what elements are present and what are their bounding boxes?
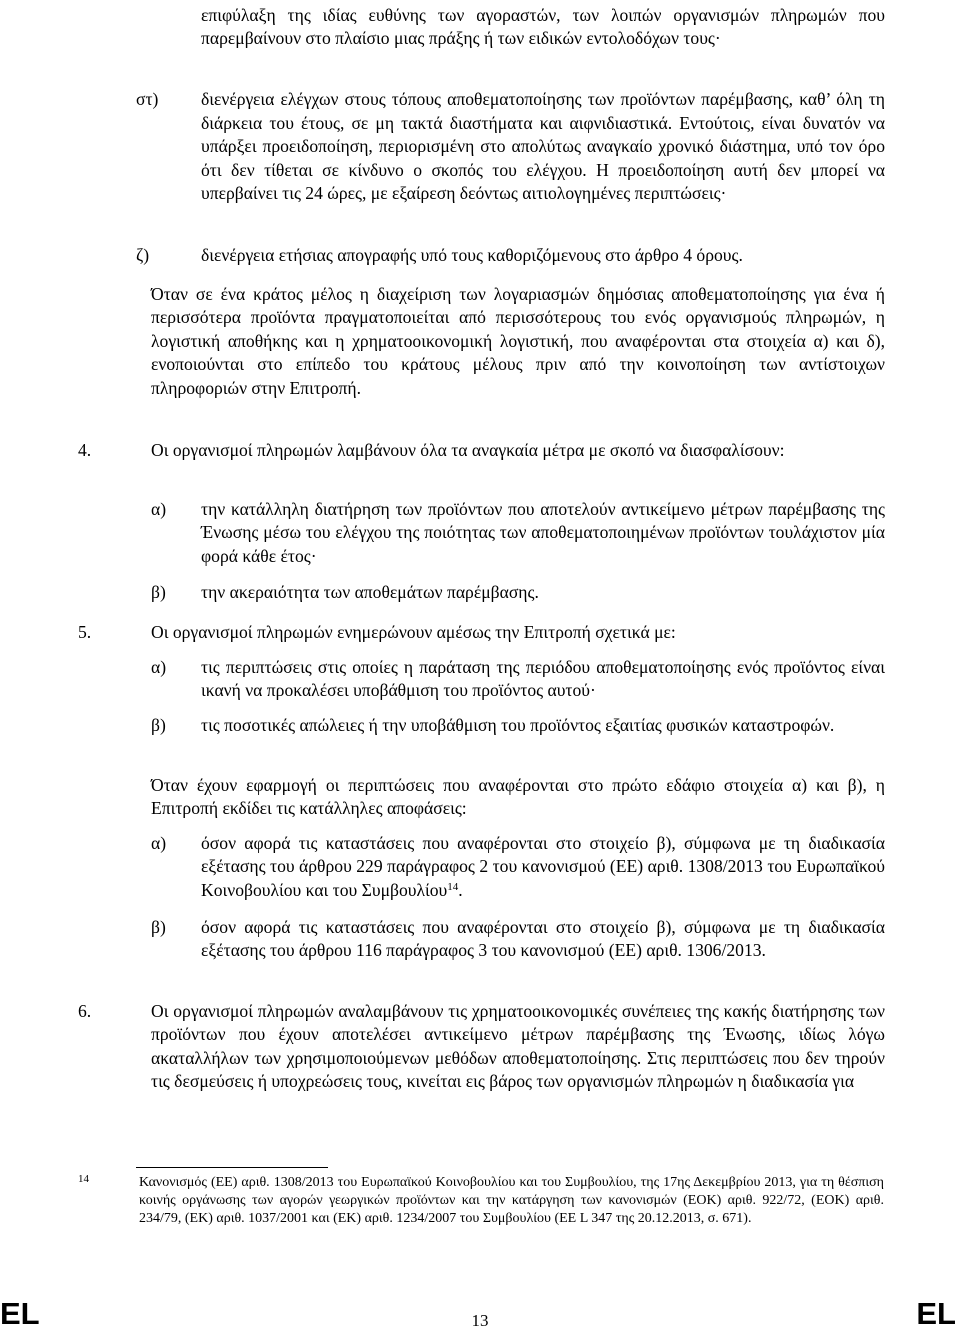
page-number: 13 (471, 1311, 489, 1330)
item-decision-a-body: όσον αφορά τις καταστάσεις που αναφέρονται στο στοιχείο β), σύμφωνα με τη διαδικασία εξέτασης του άρθρου 229 παράγραφος 2 του κανονισμού (ΕΕ) αριθ. 1308/2013 του Ευρωπαϊκού Κοινοβουλίου και του Συμβουλίου (201, 833, 885, 900)
language-code-left: EL (0, 1296, 40, 1331)
footnote-text: Κανονισμός (ΕΕ) αριθ. 1308/2013 του Ευρωπαϊκού Κοινοβουλίου και του Συμβουλίου, της 17ης Δεκεμβρίου 2013, για τη θέσπιση κοινής οργάνωσης των αγορών γεωργικών προϊόντων και την κατάργηση των κανονισμών (ΕΟΚ) αριθ. 922/72, (ΕΟΚ) αριθ. 234/79, (ΕΚ) αριθ. 1037/2001 και (ΕΚ) αριθ. 1234/2007 του Συμβουλίου (ΕΕ L 347 της 20.12.2013, σ. 671). (139, 1175, 884, 1227)
item-5a-text: τις περιπτώσεις στις οποίες η παράταση της περιόδου αποθεματοποίησης ενός προϊόντος είναι ικανή να προκαλέσει υποβάθμιση του προϊόντος αυτού· (201, 657, 885, 701)
item-decision-a-text (201, 832, 885, 902)
section-number-5: 5. (78, 622, 92, 642)
item-4a-text: την κατάλληλη διατήρηση των προϊόντων που αποτελούν αντικείμενο μέτρων παρέμβασης της Ένωσης μέσω του ελέγχου της ποιότητας των αποθεματοποιημένων προϊόντων τουλάχιστον μία φορά κάθε έτος· (201, 499, 885, 566)
item-label-z: ζ) (136, 245, 150, 265)
footnote-separator (136, 1167, 328, 1168)
item-label-a: α) (151, 499, 167, 519)
item-4b-text: την ακεραιότητα των αποθεμάτων παρέμβασης. (201, 582, 539, 602)
paragraph-decisions: Όταν έχουν εφαρμογή οι περιπτώσεις που αναφέρονται στο πρώτο εδάφιο στοιχεία α) και β), η Επιτροπή εκδίδει τις κατάλληλες αποφάσεις: (151, 775, 885, 819)
item-5b-text: τις ποσοτικές απώλειες ή την υποβάθμιση του προϊόντος εξαιτίας φυσικών καταστροφών. (201, 715, 835, 735)
item-label-st: στ) (136, 89, 159, 109)
item-label-a: α) (151, 833, 167, 853)
item-label-b: β) (151, 582, 166, 602)
footnote-mark: 14 (78, 1173, 89, 1185)
footnote-reference[interactable]: 14 (447, 880, 459, 893)
item-label-a: α) (151, 657, 167, 677)
item-st-text: διενέργεια ελέγχων στους τόπους αποθεματοποίησης των προϊόντων παρέμβασης, καθ’ όλη τη διάρκεια του έτους, σε μη τακτά διαστήματα και αιφνιδιαστικά. Εντούτοις, είναι δυνατόν να υπάρξει προειδοποίηση, περιορισμένη στο απολύτως αναγκαίο χρονικό διάστημα, υπό τον όρο ότι δεν τίθεται σε κίνδυνο ο σκοπός του ελέγχου. Η προειδοποίηση αυτή δεν μπορεί να υπερβαίνει τις 24 ώρες, με εξαίρεση δεόντως αιτιολογημένες περιπτώσεις· (201, 89, 885, 203)
section-6-text: Οι οργανισμοί πληρωμών αναλαμβάνουν τις χρηματοοικονομικές συνέπειες της κακής διατήρησης των προϊόντων που έχουν αποτελέσει αντικείμενο μέτρων παρέμβασης της Ένωσης, ιδίως λόγω ακαταλλήλων των χρησιμοποιούμενων μεθόδων αποθεματοποίησης. Στις περιπτώσεις που δεν τηρούν τις δεσμεύσεις ή υποχρεώσεις τους, κινείται εις βάρος των οργανισμών πληρωμών η διαδικασία για (151, 1001, 885, 1092)
section-5-text: Οι οργανισμοί πληρωμών ενημερώνουν αμέσως την Επιτροπή σχετικά με: (151, 622, 676, 642)
item-label-b: β) (151, 917, 166, 937)
paragraph-continuation: επιφύλαξη της ιδίας ευθύνης των αγοραστών, των λοιπών οργανισμών πληρωμών που παρεμβαίνουν στο πλαίσιο μιας πράξης ή των ειδικών εντολοδόχων τους· (201, 5, 885, 49)
item-decision-b-text: όσον αφορά τις καταστάσεις που αναφέρονται στο στοιχείο β), σύμφωνα με τη διαδικασία εξέτασης του άρθρου 116 παράγραφος 3 του κανονισμού (ΕΕ) αριθ. 1306/2013. (201, 917, 885, 961)
section-4-text: Οι οργανισμοί πληρωμών λαμβάνουν όλα τα αναγκαία μέτρα με σκοπό να διασφαλίσουν: (151, 440, 785, 460)
paragraph-member-state: Όταν σε ένα κράτος μέλος η διαχείριση των λογαριασμών δημόσιας αποθεματοποίησης για ένα ή περισσότερα προϊόντα πραγματοποιείται από περισσότερους του ενός οργανισμούς πληρωμών, η λογιστική αποθήκης και η χρηματοοικονομική λογιστική, που αναφέρονται στα στοιχεία α) και δ), ενοποιούνται στο επίπεδο του κράτους μέλους πριν από την κοινοποίηση των αντίστοιχων πληροφοριών στην Επιτροπή. (151, 284, 885, 398)
language-code-right: EL (916, 1296, 956, 1331)
section-number-4: 4. (78, 440, 92, 460)
item-decision-a-tail: . (458, 879, 463, 900)
section-number-6: 6. (78, 1001, 92, 1021)
item-label-b: β) (151, 715, 166, 735)
item-z-text: διενέργεια ετήσιας απογραφής υπό τους καθοριζόμενους στο άρθρο 4 όρους. (201, 245, 743, 265)
